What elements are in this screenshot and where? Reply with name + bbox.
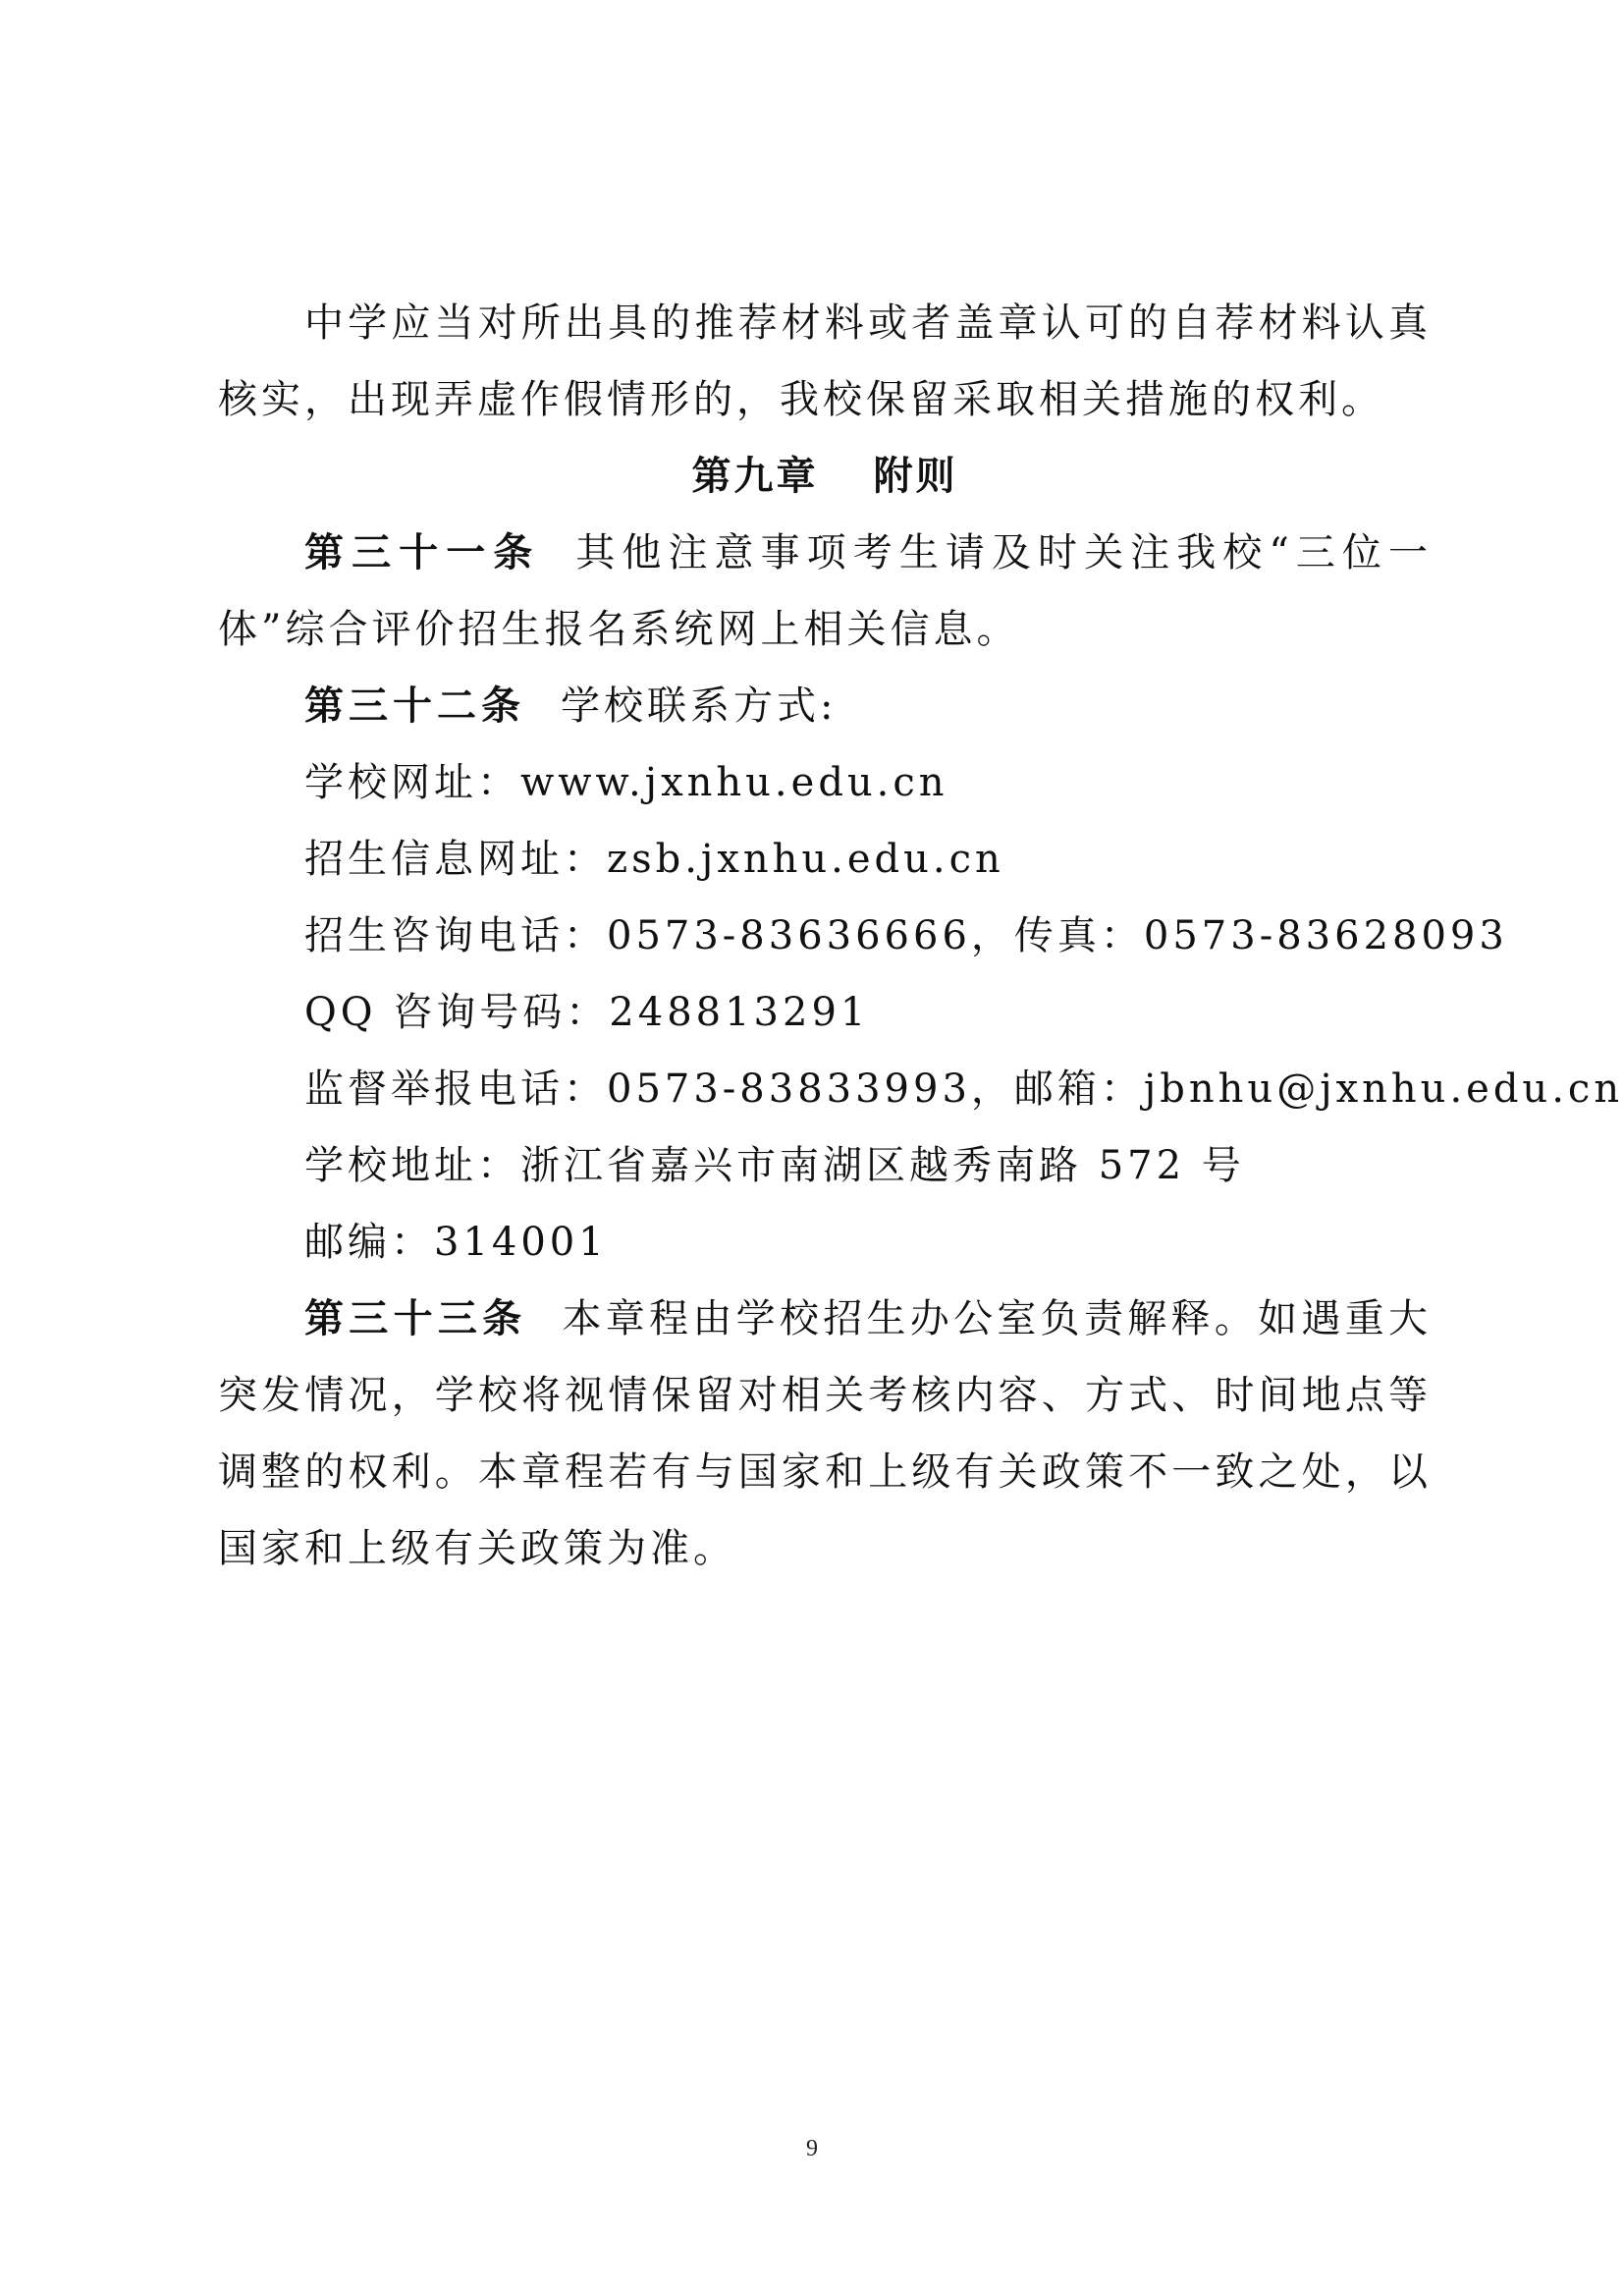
document-body [218,285,1624,1587]
contact-website: 学校网址：www.jxnhu.edu.cn [304,760,948,805]
article-33 [218,1281,1432,1587]
page-number: 9 [806,2136,818,2161]
contact-admission-site: 招生信息网址：zsb.jxnhu.edu.cn [304,837,1004,882]
chapter-title: 附则 [873,454,958,499]
chapter-number: 第九章 [691,454,819,499]
contact-address: 学校地址：浙江省嘉兴市南湖区越秀南路 572 号 [304,1143,1245,1188]
contact-postcode: 邮编：314001 [304,1220,608,1265]
article-32-label: 第三十二条 [304,683,525,729]
contact-qq: QQ 咨询号码：248813291 [304,990,870,1035]
chapter-heading [218,438,1432,515]
article-31-text: 其他注意事项考生请及时关注我校“三位一体”综合评价招生报名系统网上相关信息。 [218,530,1433,652]
article-33-label: 第三十三条 [304,1296,527,1341]
article-32-text: 学校联系方式: [561,683,838,729]
article-33-text: 本章程由学校招生办公室负责解释。如遇重大突发情况，学校将视情保留对相关考核内容、方式、时间地点等调整的权利。本章程若有与国家和上级有关政策不一致之处，以国家和上级有关政策为准。 [218,1296,1433,1571]
paragraph-verification: 中学应当对所出具的推荐材料或者盖章认可的自荐材料认真核实，出现弄虚作假情形的，我校保留采取相关措施的权利。 [218,301,1432,422]
article-31 [218,515,1432,668]
contact-supervision: 监督举报电话：0573-83833993，邮箱：jbnhu@jxnhu.edu.cn [304,1066,1624,1112]
article-31-label: 第三十一条 [304,530,541,575]
article-32 [218,668,1432,744]
contact-phone-fax: 招生咨询电话：0573-83636666，传真：0573-83628093 [304,913,1508,958]
